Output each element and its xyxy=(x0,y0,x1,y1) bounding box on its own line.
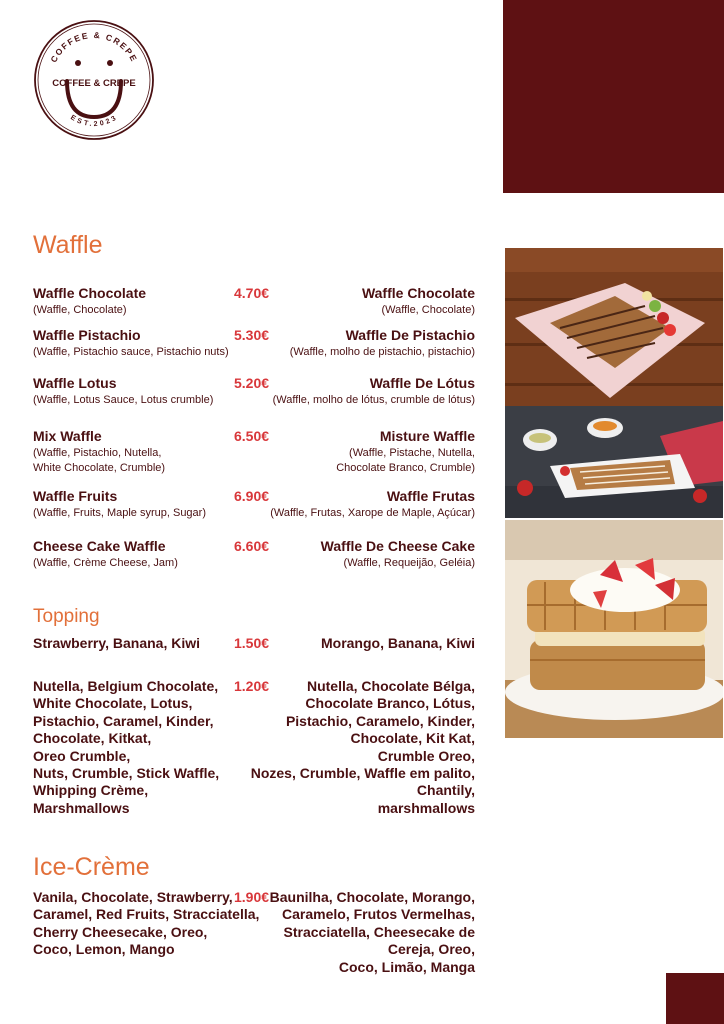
item-price: 4.70€ xyxy=(234,285,270,301)
item-name-pt: Waffle De Pistachio xyxy=(345,327,475,343)
photo-waffle-fruits xyxy=(505,406,723,518)
item-price: 1.90€ xyxy=(234,889,270,905)
item-name-en: Waffle Fruits xyxy=(33,488,118,504)
item-desc-pt: (Waffle, molho de pistachio, pistachio) xyxy=(289,346,475,358)
item-name-pt: Misture Waffle xyxy=(379,428,475,444)
item-desc-en: (Waffle, Fruits, Maple syrup, Sugar) xyxy=(33,507,206,519)
item-desc-en: (Waffle, Chocolate) xyxy=(33,304,127,316)
item-name-pt: Waffle De Lótus xyxy=(369,375,475,391)
item-name-pt: Waffle Chocolate xyxy=(361,285,475,301)
item-price: 5.20€ xyxy=(234,375,270,391)
item-name-en: Strawberry, Banana, Kiwi xyxy=(33,635,201,651)
header-color-block xyxy=(503,0,724,193)
item-desc-en: (Waffle, Crème Cheese, Jam) xyxy=(33,557,178,569)
menu-item xyxy=(33,488,475,528)
section-title-ice-creme: Ice-Crème xyxy=(33,853,150,881)
svg-text:COFFEE & CREPE: COFFEE & CREPE xyxy=(48,29,140,65)
item-price: 6.50€ xyxy=(234,428,270,444)
section-title-waffle: Waffle xyxy=(33,231,103,259)
svg-text:EST.2023: EST.2023 xyxy=(69,114,119,129)
item-name-en: Waffle Pistachio xyxy=(33,327,141,343)
item-price: 1.50€ xyxy=(234,635,270,651)
item-price: 6.60€ xyxy=(234,538,270,554)
topping-list-pt: Nutella, Chocolate Bélga, Chocolate Branco, Lótus, Pistachio, Caramelo, Kinder, Chocolate, Kit Kat, Crumble Oreo, Nozes, Crumble, Waffle em palito, Chantily, marshmallows xyxy=(250,678,475,816)
item-desc-en: (Waffle, Pistachio, Nutella, White Chocolate, Crumble) xyxy=(33,447,166,474)
item-desc-pt: (Waffle, Chocolate) xyxy=(381,304,475,316)
menu-item xyxy=(33,375,475,415)
brand-logo xyxy=(33,19,155,141)
item-price: 1.20€ xyxy=(234,678,270,694)
item-name-en: Waffle Lotus xyxy=(33,375,117,391)
item-price: 5.30€ xyxy=(234,327,270,343)
item-name-pt: Waffle De Cheese Cake xyxy=(320,538,475,554)
photo-waffle-stack xyxy=(505,520,723,738)
item-name-en: Waffle Chocolate xyxy=(33,285,147,301)
logo-seal-icon xyxy=(33,19,155,141)
menu-item xyxy=(33,428,475,478)
item-desc-en: (Waffle, Lotus Sauce, Lotus crumble) xyxy=(33,394,214,406)
item-name-en: Cheese Cake Waffle xyxy=(33,538,166,554)
menu-item xyxy=(33,327,475,367)
item-desc-pt: (Waffle, Requeijão, Geléia) xyxy=(343,557,475,569)
item-desc-pt: (Waffle, molho de lótus, crumble de lótus) xyxy=(272,394,475,406)
item-name-pt: Waffle Frutas xyxy=(386,488,475,504)
item-name-pt: Morango, Banana, Kiwi xyxy=(320,635,475,651)
item-desc-en: (Waffle, Pistachio sauce, Pistachio nuts) xyxy=(33,346,229,358)
menu-item xyxy=(33,285,475,325)
menu-item xyxy=(33,635,475,655)
section-title-topping: Topping xyxy=(33,606,100,627)
menu-item xyxy=(33,889,475,979)
item-desc-pt: (Waffle, Frutas, Xarope de Maple, Açúcar) xyxy=(270,507,475,519)
item-name-en: Mix Waffle xyxy=(33,428,102,444)
item-price: 6.90€ xyxy=(234,488,270,504)
menu-item xyxy=(33,538,475,578)
flavour-list-pt: Baunilha, Chocolate, Morango, Caramelo, Frutos Vermelhas, Stracciatella, Cheesecake de Cereja, Oreo, Coco, Limão, Manga xyxy=(269,889,475,975)
svg-text:COFFEE & CREPE: COFFEE & CREPE xyxy=(52,78,136,89)
item-desc-pt: (Waffle, Pistache, Nutella, Chocolate Branco, Crumble) xyxy=(336,447,475,474)
footer-color-block xyxy=(666,973,724,1024)
photo-waffle-plate xyxy=(505,248,723,406)
menu-item xyxy=(33,678,475,820)
flavour-list-en: Vanila, Chocolate, Strawberry, Caramel, Red Fruits, Stracciatella, Cherry Cheesecake, Oreo, Coco, Lemon, Mango xyxy=(33,889,260,958)
topping-list-en: Nutella, Belgium Chocolate, White Chocolate, Lotus, Pistachio, Caramel, Kinder, Chocolate, Kitkat, Oreo Crumble, Nuts, Crumble, Stick Waffle, Whipping Crème, Marshmallows xyxy=(33,678,220,816)
